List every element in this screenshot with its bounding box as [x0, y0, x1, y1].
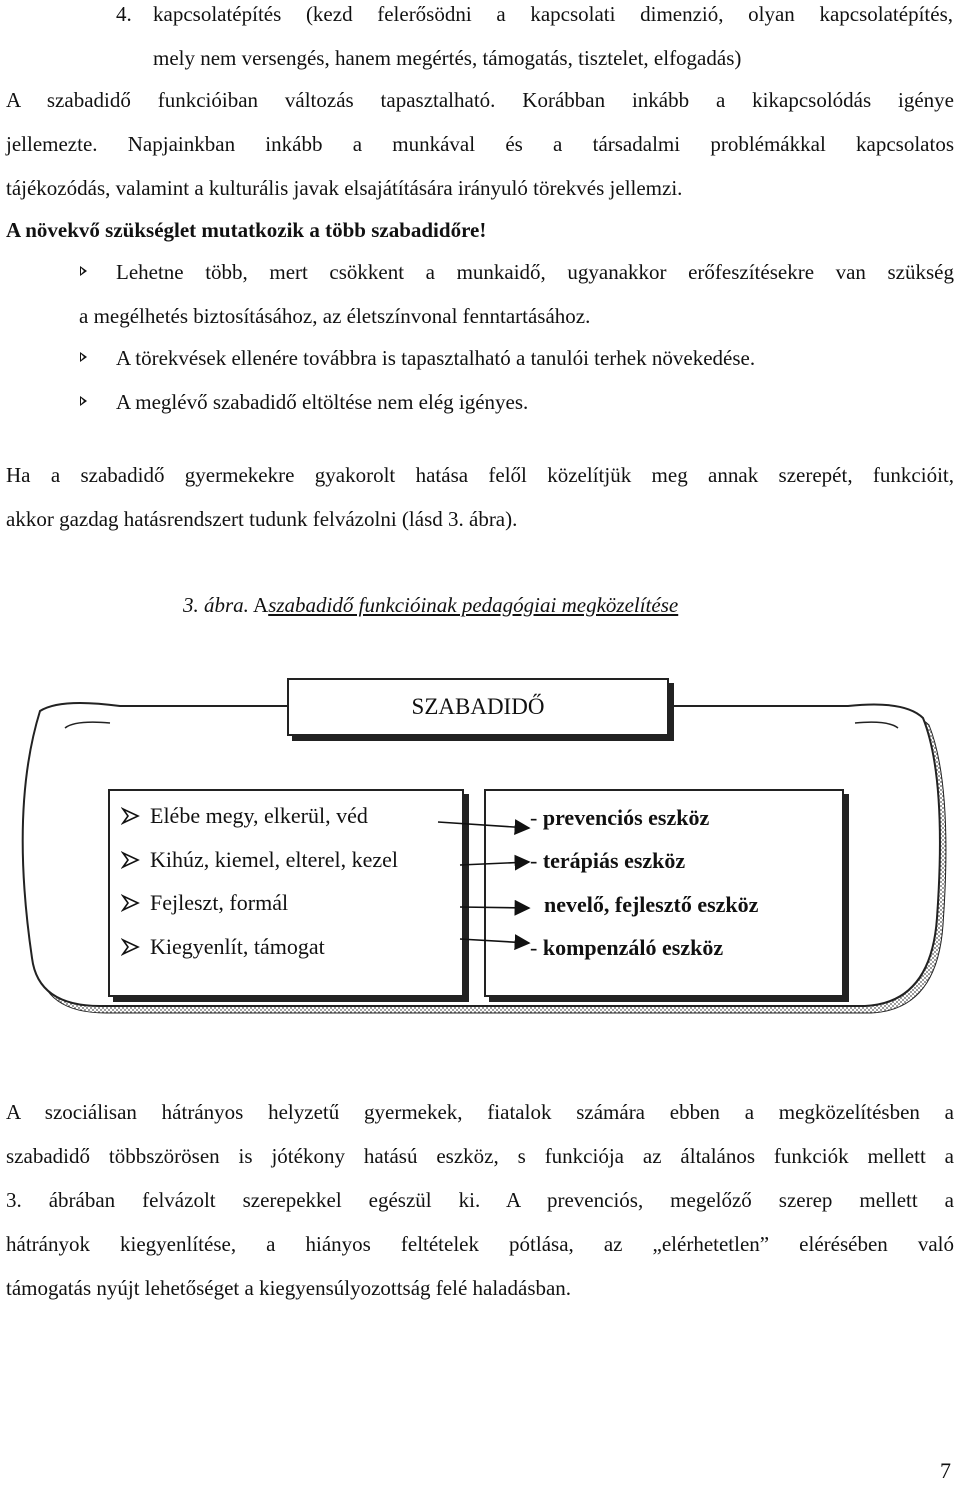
right-item [530, 935, 723, 961]
left-item: Kiegyenlít, támogat [150, 934, 325, 959]
diagram-title: SZABADIDŐ [411, 694, 545, 719]
right-item-dash: - [530, 848, 538, 873]
arrow-icon [460, 862, 529, 865]
right-item-text: terápiás eszköz [542, 848, 686, 873]
figure-caption-title: szabadidő funkcióinak pedagógiai megközelítése [268, 593, 679, 617]
paragraph-2-line: akkor gazdag hatásrendszert tudunk felvázolni (lásd 3. ábra). [6, 507, 518, 531]
figure-caption-number: 3. ábra. [183, 593, 249, 617]
figure-caption-a: A [253, 593, 269, 617]
right-item-text: kompenzáló eszköz [542, 935, 724, 960]
list-item-4-line2: mely nem versengés, hanem megértés, támogatás, tisztelet, elfogadás) [153, 46, 742, 70]
paragraph-1-line: A szabadidő funkcióiban változás tapasztalható. Korábban inkább a kikapcsolódás igénye [6, 88, 954, 112]
left-item: Elébe megy, elkerül, véd [150, 803, 368, 828]
arrow-icon [460, 907, 529, 908]
left-item: Kihúz, kiemel, elterel, kezel [150, 847, 398, 872]
arrow-icon [460, 939, 529, 943]
list-number-4: 4. [116, 2, 132, 26]
arrow-icon [438, 822, 529, 828]
page-number: 7 [940, 1458, 951, 1483]
paragraph-3 [6, 1099, 954, 1319]
right-item [530, 892, 758, 918]
right-item-text: prevenciós eszköz [542, 805, 710, 830]
paragraph-3-line: 3. ábrában felvázolt szerepekkel egészül ki. A prevenciós, megelőző szerep mellett a [6, 1188, 954, 1212]
right-item-dash: - [530, 935, 538, 960]
left-item: Fejleszt, formál [150, 890, 289, 915]
bullet-2: A törekvések ellenére továbbra is tapasztalható a tanulói terhek növekedése. [116, 346, 756, 370]
paragraph-3-line: A szociálisan hátrányos helyzetű gyermekek, fiatalok számára ebben a megközelítésben a [6, 1100, 954, 1124]
bold-heading: A növekvő szükséglet mutatkozik a több szabadidőre! [6, 218, 487, 242]
paragraph-3-line: támogatás nyújt lehetőséget a kiegyensúlyozottság felé haladásban. [6, 1276, 572, 1300]
bullet-3: A meglévő szabadidő eltöltése nem elég igényes. [116, 390, 529, 414]
right-item-text: nevelő, fejlesztő eszköz [544, 892, 759, 917]
paragraph-1-line: jellemezte. Napjainkban inkább a munkával és a társadalmi problémákkal kapcsolatos [6, 132, 954, 156]
paragraph-1-line: tájékozódás, valamint a kulturális javak elsajátítására irányuló törekvés jellemzi. [6, 176, 683, 200]
paragraph-2-line: Ha a szabadidő gyermekekre gyakorolt hatása felől közelítjük meg annak szerepét, funkcióit, [6, 463, 954, 487]
list-item-4-line1: kapcsolatépítés (kezd felerősödni a kapcsolati dimenzió, olyan kapcsolatépítés, [153, 2, 953, 26]
bullet-1-line1: Lehetne több, mert csökkent a munkaidő, ugyanakkor erőfeszítésekre van szükség [116, 260, 954, 284]
bullet-1-line2: a megélhetés biztosításához, az életszínvonal fenntartásához. [79, 304, 591, 328]
right-item-dash: - [530, 805, 538, 830]
paragraph-3-line: szabadidő többszörösen is jótékony hatású eszköz, s funkciója az általános funkciók mellett a [6, 1144, 954, 1168]
right-item [530, 848, 685, 874]
paragraph-3-line: hátrányok kiegyenlítése, a hiányos feltételek pótlása, az „elérhetetlen” elérésében való [6, 1232, 954, 1256]
right-item [530, 805, 709, 831]
